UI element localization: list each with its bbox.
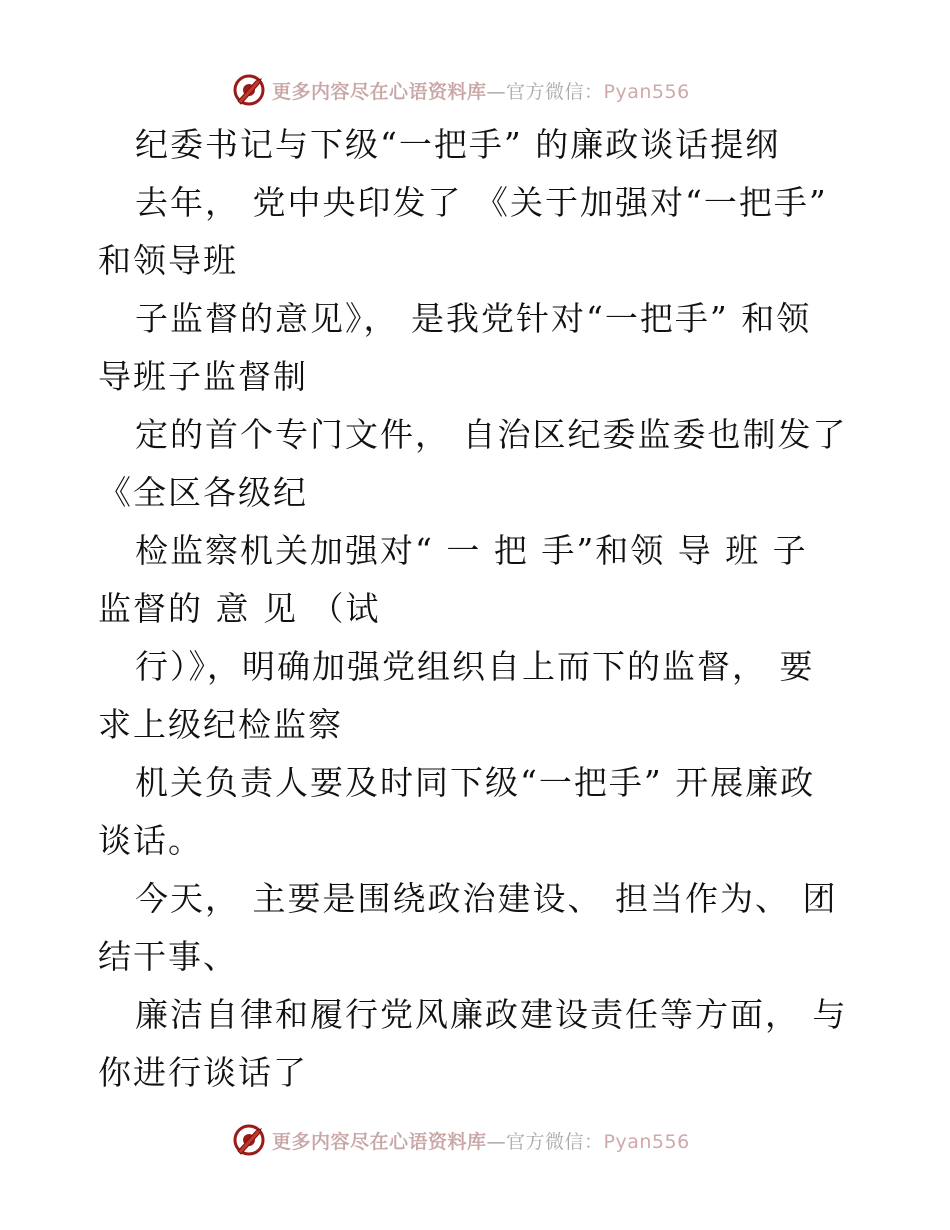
text-line: 定的首个专门文件， 自治区纪委监委也制发了 — [135, 415, 848, 454]
text-line: 《全区各级纪 — [98, 473, 308, 512]
footer-banner — [232, 1120, 690, 1160]
text-line: 廉洁自律和履行党风廉政建设责任等方面， 与 — [135, 995, 848, 1034]
logo-icon — [232, 1123, 266, 1157]
banner-dash: — — [486, 80, 507, 103]
text-line: 行）》，明确加强党组织自上而下的监督， 要 — [135, 647, 815, 686]
text-line: 去年， 党中央印发了 《关于加强对“一把手” — [135, 183, 828, 222]
text-line: 和领导班 — [98, 241, 238, 280]
text-line: 你进行谈话了 — [98, 1053, 308, 1092]
text-line: 结干事、 — [98, 937, 238, 976]
banner-main-text: 更多内容尽在心语资料库 — [272, 80, 487, 103]
banner-dash: — — [486, 1130, 507, 1153]
text-line: 子监督的意见》， 是我党针对“一把手” 和领 — [135, 299, 812, 338]
logo-icon — [232, 73, 266, 107]
text-line: 求上级纪检监察 — [98, 705, 343, 744]
text-line: 谈话。 — [98, 821, 203, 860]
text-line: 检监察机关加强对“ 一 把 手”和领 导 班 子 — [135, 531, 808, 570]
text-line: 导班子监督制 — [98, 357, 308, 396]
banner-text — [272, 77, 690, 104]
banner-wechat-id: Pyan556 — [603, 1130, 690, 1153]
banner-text — [272, 1127, 690, 1154]
banner-wechat-id: Pyan556 — [603, 80, 690, 103]
document-title: 纪委书记与下级“一把手” 的廉政谈话提纲 — [135, 125, 781, 164]
header-banner — [232, 70, 690, 110]
banner-wechat-label: 官方微信： — [506, 1130, 604, 1153]
banner-wechat-label: 官方微信： — [506, 80, 604, 103]
text-line: 今天， 主要是围绕政治建设、 担当作为、 团 — [135, 879, 838, 918]
banner-main-text: 更多内容尽在心语资料库 — [272, 1130, 487, 1153]
text-line: 监督的 意 见 （试 — [98, 589, 381, 628]
text-line: 机关负责人要及时同下级“一把手” 开展廉政 — [135, 763, 816, 802]
